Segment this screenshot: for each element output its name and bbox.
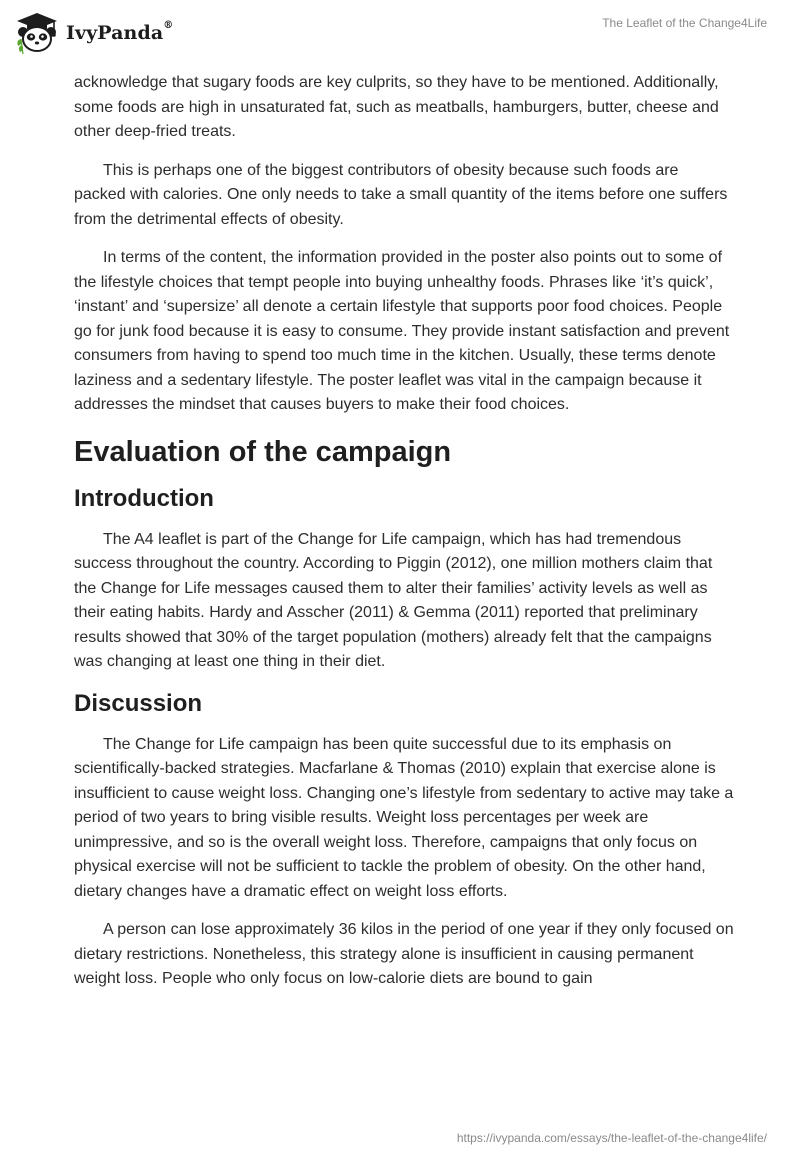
section-heading-evaluation: Evaluation of the campaign [74,435,452,468]
subheading-discussion: Discussion [74,689,203,717]
paragraph-4: The A4 leaflet is part of the Change for Life campaign, which has had tremendous success throughout the country. According to Piggin (2012), one million mothers claim that the Change for Life messages caused them to alter their families’ activity levels as well as their eating habits. Hardy and Asscher (2011) & Gemma (2011) reported that preliminary results showed that 30% of the target population (mothers) already felt that the campaigns was changing at least one thing in their diet. [74,530,713,670]
document-title: The Leaflet of the Change4Life [602,16,767,30]
essay-content [74,71,734,1006]
paragraph-5: The Change for Life campaign has been quite successful due to its emphasis on scientifically-backed strategies. Macfarlane & Thomas (2010) explain that exercise alone is insufficient to cause weight loss. Changing one’s lifestyle from sedentary to active may take a period of two years to bring visible results. Weight loss percentages per week are unimpressive, and so is the overall weight loss. Therefore, campaigns that only focus on physical exercise will not be sufficient to tackle the problem of obesity. On the other hand, dietary changes have a dramatic effect on weight loss efforts. [74,735,734,900]
subheading-introduction: Introduction [74,484,214,512]
panda-graduate-icon [14,10,60,56]
paragraph-6: A person can lose approximately 36 kilos in the period of one year if they only focused on dietary restrictions. Nonetheless, this strategy alone is insufficient in causing permanent weight loss. People who only focus on low-calorie diets are bound to gain [74,921,734,987]
registered-mark: ® [163,20,174,31]
brand-name: IvyPanda® [66,20,174,44]
paragraph-3: In terms of the content, the information provided in the poster also points out to some of the lifestyle choices that tempt people into buying unhealthy foods. Phrases like ‘it’s quick’, ‘instant’ and ‘supersize’ all denote a certain lifestyle that supports poor food choices. People go for junk food because it is easy to consume. They provide instant satisfaction and prevent consumers from having to spend too much time in the kitchen. Usually, these terms denote laziness and a sedentary lifestyle. The poster leaflet was vital in the campaign because it addresses the mindset that causes buyers to make their food choices. [74,249,730,413]
page-header [0,0,800,70]
source-url[interactable]: https://ivypanda.com/essays/the-leaflet-of-the-change4life/ [456,1131,767,1145]
paragraph-1: acknowledge that sugary foods are key culprits, so they have to be mentioned. Additionally, some foods are high in unsaturated fat, such as meatballs, hamburgers, butter, cheese and other deep-fried treats. [74,74,719,140]
ivypanda-logo[interactable] [14,10,173,56]
paragraph-2: This is perhaps one of the biggest contributors of obesity because such foods are packed with calories. One only needs to take a small quantity of the items before one suffers from the detrimental effects of obesity. [74,161,728,228]
